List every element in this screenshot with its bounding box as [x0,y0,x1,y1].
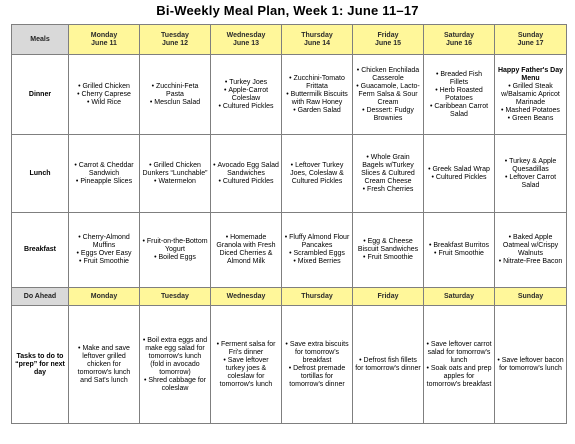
ahead-day-header: Saturday [424,288,495,306]
menu-item: • Fresh Cherries [355,186,421,194]
menu-item: • Fruit Smoothie [426,250,492,258]
menu-item: • Defrost fish fillets for tomorrow's dinner [355,357,421,373]
day-header-thursday: Thursday June 14 [282,25,353,55]
meal-cell [424,213,495,288]
menu-item: • Greek Salad Wrap [426,166,492,174]
task-cell [69,306,140,424]
tasks-row [12,306,567,424]
ahead-day-header: Tuesday [140,288,211,306]
menu-item: • Mixed Berries [284,258,350,266]
meal-row-lunch [12,135,567,213]
page-title: Bi-Weekly Meal Plan, Week 1: June 11–17 [156,3,419,18]
tasks-label: Tasks to do to “prep” for next day [12,306,69,424]
menu-item: • Chicken Enchilada Casserole [355,67,421,83]
menu-item: • Nitrate-Free Bacon [497,258,564,266]
menu-item: • Caribbean Carrot Salad [426,103,492,119]
menu-item: • Grilled Steak w/Balsamic Apricot Marinade [497,83,564,107]
menu-item: • Boiled Eggs [142,254,208,262]
meal-cell [495,55,567,135]
meal-cell [140,135,211,213]
menu-item: • Baked Apple Oatmeal w/Crispy Walnuts [497,234,564,258]
menu-item: • Save extra biscuits for tomorrow's breakfast [284,341,350,365]
meal-cell [495,213,567,288]
meal-cell [69,135,140,213]
menu-item: • Shred cabbage for coleslaw [142,377,208,393]
meal-cell [353,55,424,135]
ahead-day-header: Sunday [495,288,567,306]
menu-item: • Carrot & Cheddar Sandwich [71,162,137,178]
ahead-day-header: Wednesday [211,288,282,306]
day-header-wednesday: Wednesday June 13 [211,25,282,55]
meal-cell [211,135,282,213]
menu-item: • Save leftover bacon for tomorrow's lunch [497,357,564,373]
menu-item: • Pineapple Slices [71,178,137,186]
ahead-day-header: Friday [353,288,424,306]
menu-item: • Egg & Cheese Biscuit Sandwiches [355,238,421,254]
menu-item: • Leftover Turkey Joes, Coleslaw & Cultured Pickles [284,162,350,186]
meal-plan-table [11,24,567,424]
menu-item: • Apple-Carrot Coleslaw [213,87,279,103]
meal-label-lunch: Lunch [12,135,69,213]
meal-cell [424,135,495,213]
ahead-day-header: Monday [69,288,140,306]
meal-cell [424,55,495,135]
menu-item: • Grilled Chicken [71,83,137,91]
menu-item: • Save leftover turkey joes & coleslaw for tomorrow's lunch [213,357,279,389]
meal-cell [140,55,211,135]
menu-item: • Guacamole, Lacto-Ferm Salsa & Sour Cream [355,83,421,107]
menu-item: • Mashed Potatoes [497,107,564,115]
task-cell [495,306,567,424]
day-header-saturday: Saturday June 16 [424,25,495,55]
menu-item: • Cherry-Almond Muffins [71,234,137,250]
meal-cell [353,213,424,288]
menu-item: • Cherry Caprese [71,91,137,99]
menu-item: • Leftover Carrot Salad [497,174,564,190]
menu-item: • Cultured Pickles [426,174,492,182]
meal-cell [353,135,424,213]
menu-item: • Cultured Pickles [213,178,279,186]
day-header-sunday: Sunday June 17 [495,25,567,55]
menu-item: • Eggs Over Easy [71,250,137,258]
meal-cell [495,135,567,213]
meal-row-breakfast [12,213,567,288]
ahead-day-header: Thursday [282,288,353,306]
meals-corner-cell: Meals [12,25,69,55]
meal-cell [69,213,140,288]
meal-cell [282,135,353,213]
meal-label-breakfast: Breakfast [12,213,69,288]
menu-item: • Soak oats and prep apples for tomorrow's breakfast [426,365,492,389]
menu-item: • Wild Rice [71,99,137,107]
day-header-tuesday: Tuesday June 12 [140,25,211,55]
task-cell [424,306,495,424]
task-cell [353,306,424,424]
menu-item: • Scrambled Eggs [284,250,350,258]
menu-item: • Homemade Granola with Fresh Diced Cherries & Almond Milk [213,234,279,266]
menu-item: • Fluffy Almond Flour Pancakes [284,234,350,250]
menu-item: • Fruit Smoothie [355,254,421,262]
task-cell [211,306,282,424]
menu-item: • Breakfast Burritos [426,242,492,250]
menu-item: • Turkey Joes [213,79,279,87]
task-cell [140,306,211,424]
menu-item: • Turkey & Apple Quesadillas [497,158,564,174]
menu-item: • Breaded Fish Fillets [426,71,492,87]
meal-cell [211,213,282,288]
menu-item: • Zucchini-Feta Pasta [142,83,208,99]
task-cell [282,306,353,424]
meal-cell [211,55,282,135]
do-ahead-label: Do Ahead [12,288,69,306]
menu-item: • Fruit Smoothie [71,258,137,266]
menu-item: • Buttermilk Biscuits with Raw Honey [284,91,350,107]
menu-item: • Make and save leftover grilled chicken for tomorrow's lunch and Sat's lunch [71,345,137,385]
menu-item: • Boil extra eggs and make egg salad for tomorrow's lunch (fold in avocado tomorrow) [142,337,208,377]
menu-item: • Whole Grain Bagels w/Turkey Slices & Cultured Cream Cheese [355,154,421,186]
menu-item: • Defrost premade tortillas for tomorrow's dinner [284,365,350,389]
menu-item: • Green Beans [497,115,564,123]
fathers-day-heading: Happy Father's Day Menu [497,66,564,82]
menu-item: • Herb Roasted Potatoes [426,87,492,103]
menu-item: • Save leftover carrot salad for tomorrow's lunch [426,341,492,365]
menu-item: • Watermelon [142,178,208,186]
day-header-friday: Friday June 15 [353,25,424,55]
meal-cell [282,55,353,135]
menu-item: • Zucchini-Tomato Frittata [284,75,350,91]
menu-item: • Grilled Chicken Dunkers “Lunchable” [142,162,208,178]
menu-item: • Cultured Pickles [213,103,279,111]
menu-item: • Ferment salsa for Fri's dinner [213,341,279,357]
meal-row-dinner [12,55,567,135]
day-header-monday: Monday June 11 [69,25,140,55]
menu-item: • Mesclun Salad [142,99,208,107]
meal-cell [282,213,353,288]
days-header-row [12,25,567,55]
menu-item: • Garden Salad [284,107,350,115]
do-ahead-header-row [12,288,567,306]
meal-cell [69,55,140,135]
menu-item: • Fruit-on-the-Bottom Yogurt [142,238,208,254]
menu-item: • Dessert: Fudgy Brownies [355,107,421,123]
meal-cell [140,213,211,288]
meal-label-dinner: Dinner [12,55,69,135]
menu-item: • Avocado Egg Salad Sandwiches [213,162,279,178]
